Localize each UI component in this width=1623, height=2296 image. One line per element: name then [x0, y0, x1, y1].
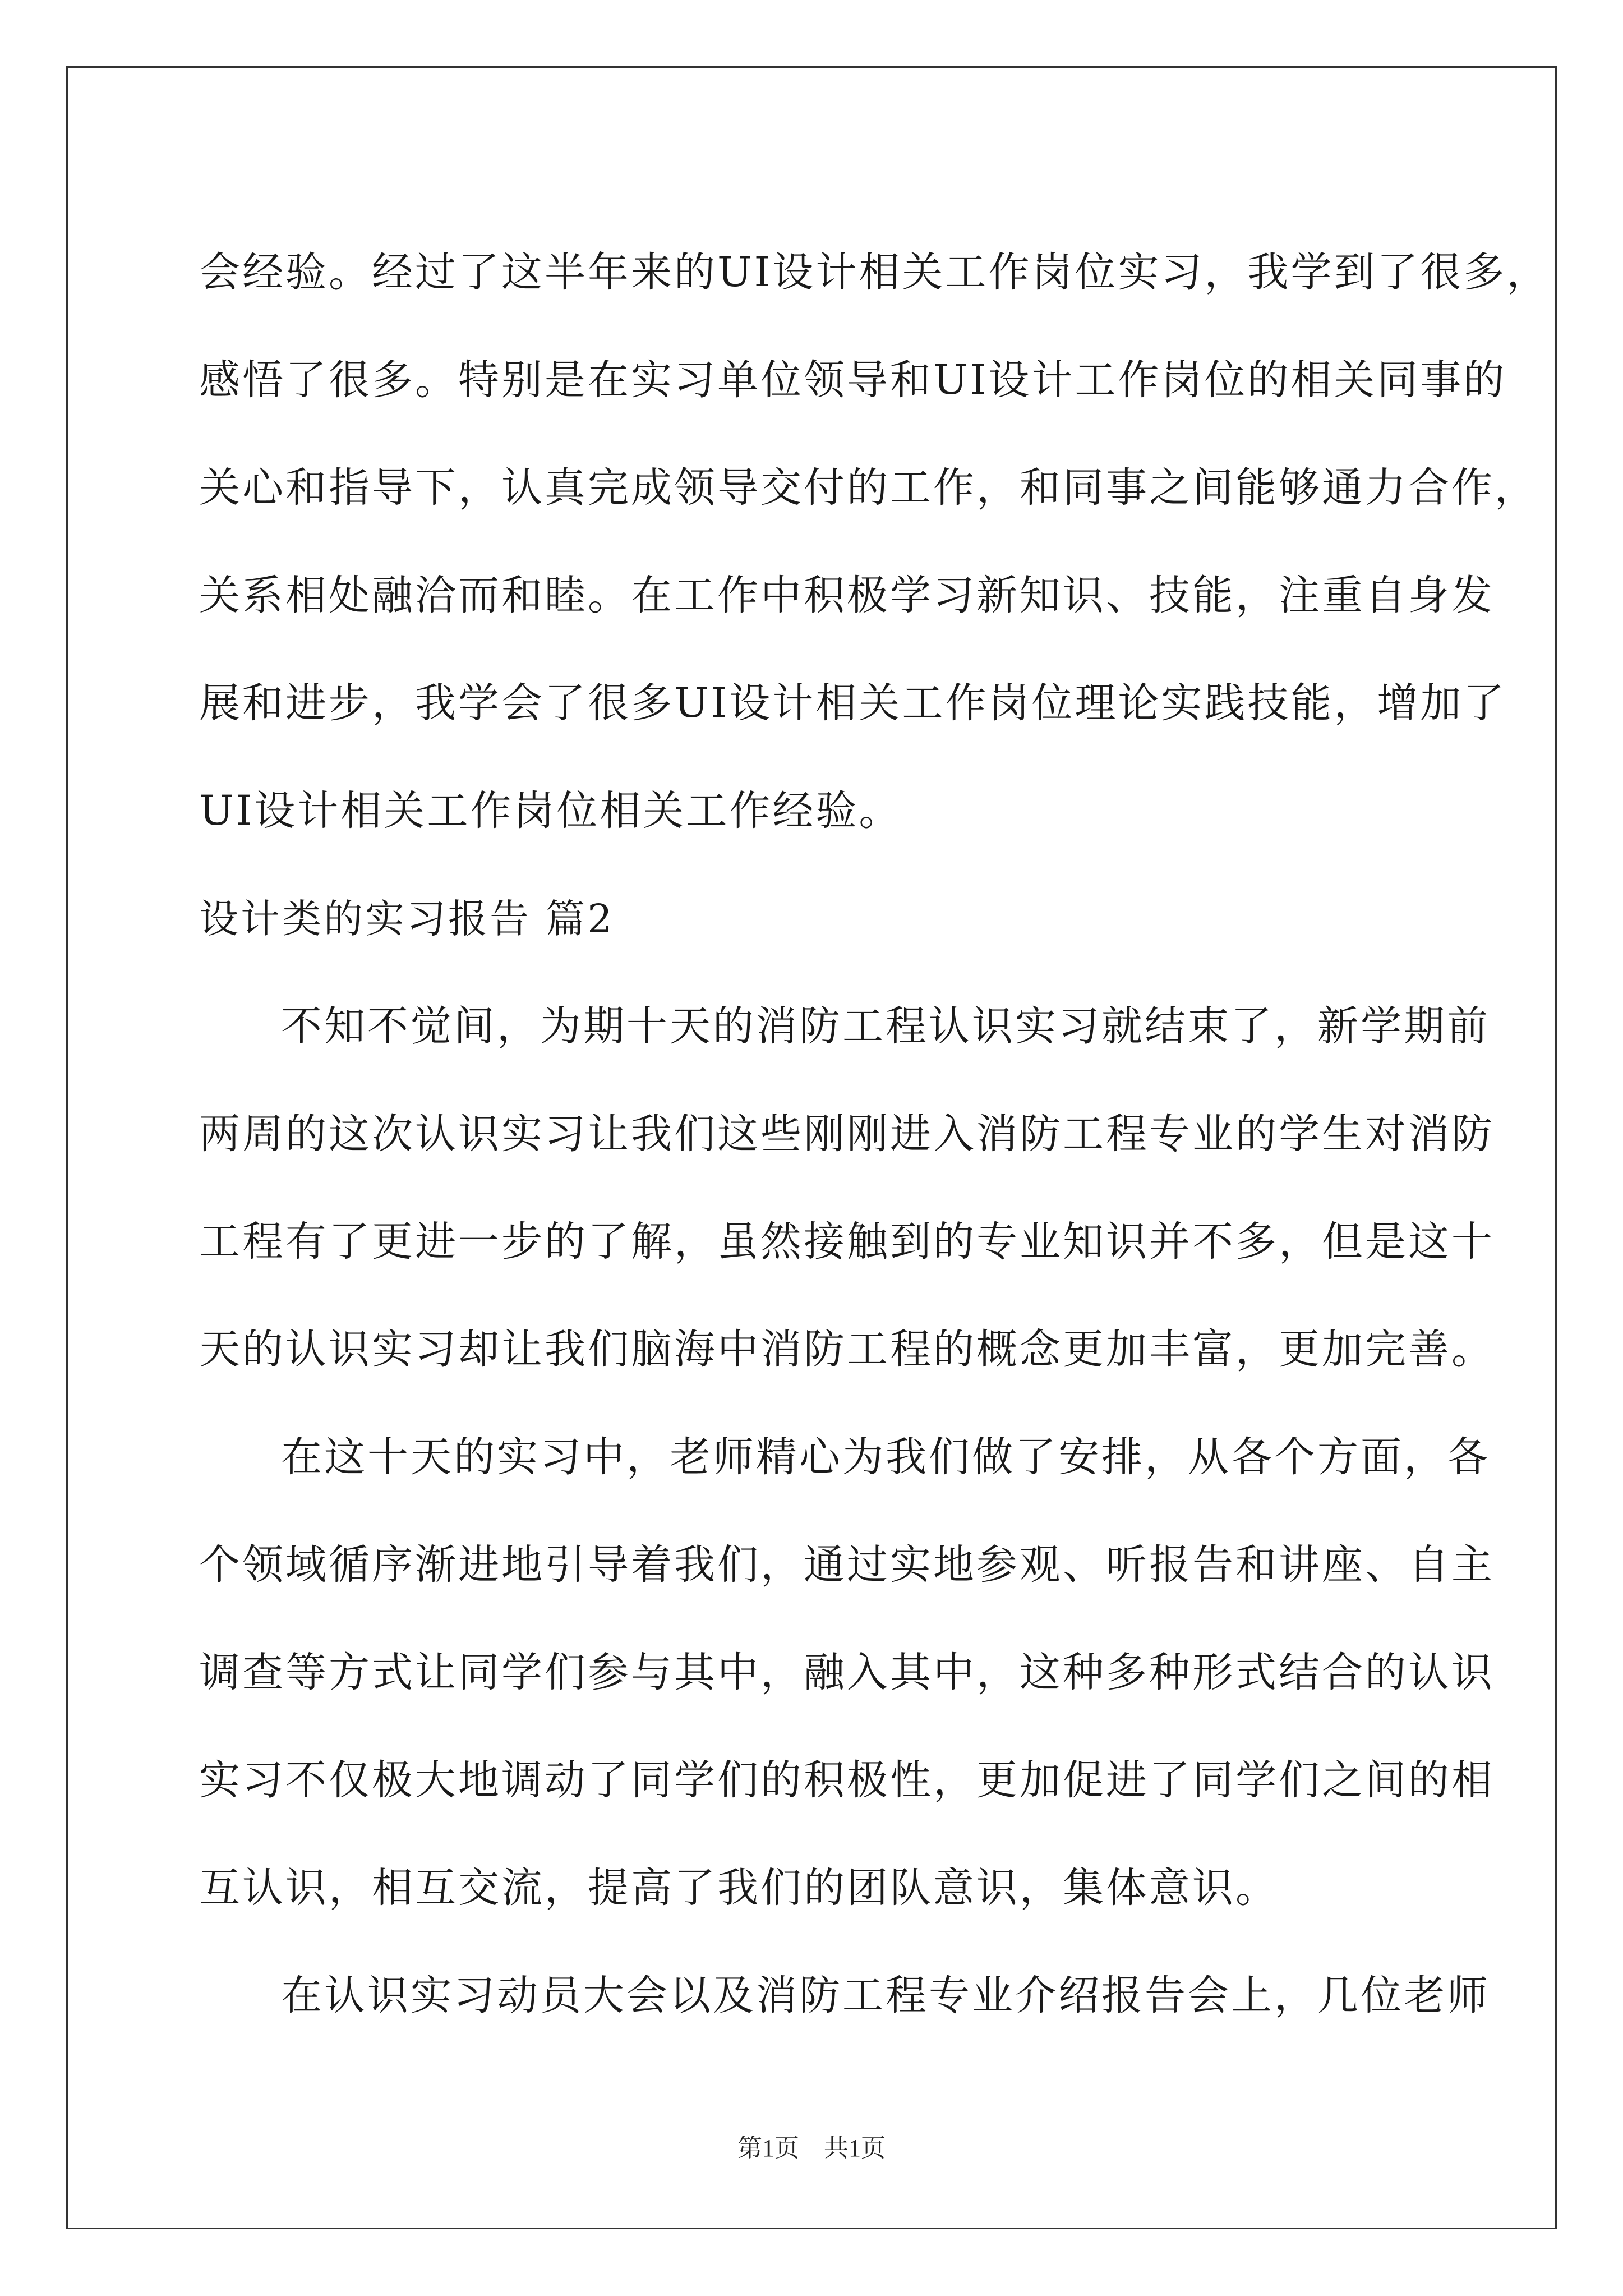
text-line: 感悟了很多。特别是在实习单位领导和UI设计工作岗位的相关同事的 — [199, 356, 1507, 404]
paragraph-first-line: 不知不觉间，为期十天的消防工程认识实习就结束了，新学期前 — [281, 1002, 1490, 1050]
text-line: 调查等方式让同学们参与其中，融入其中，这种多种形式结合的认识 — [199, 1649, 1495, 1696]
paragraph-first-line: 在认识实习动员大会以及消防工程专业介绍报告会上，几位老师 — [281, 1972, 1490, 2019]
text-line: 互认识，相互交流，提高了我们的团队意识，集体意识。 — [199, 1864, 1279, 1912]
page-number-footer: 第1页 共1页 — [737, 2134, 886, 2162]
text-line: 关系相处融洽而和睦。在工作中积极学习新知识、技能，注重自身发 — [199, 572, 1495, 619]
text-line: 工程有了更进一步的了解，虽然接触到的专业知识并不多，但是这十 — [199, 1218, 1495, 1266]
text-line: 展和进步，我学会了很多UI设计相关工作岗位理论实践技能，增加了 — [199, 679, 1507, 727]
section-heading: 设计类的实习报告 篇2 — [199, 896, 615, 942]
text-line: 天的认识实习却让我们脑海中消防工程的概念更加丰富，更加完善。 — [199, 1326, 1495, 1373]
text-line: 会经验。经过了这半年来的UI设计相关工作岗位实习，我学到了很多， — [199, 249, 1550, 296]
text-line: 关心和指导下，认真完成领导交付的工作，和同事之间能够通力合作， — [199, 464, 1538, 512]
document-body — [199, 219, 1550, 2050]
text-line: 个领域循序渐进地引导着我们，通过实地参观、听报告和讲座、自主 — [199, 1541, 1495, 1589]
text-line: 实习不仅极大地调动了同学们的积极性，更加促进了同学们之间的相 — [199, 1756, 1495, 1804]
paragraph-first-line: 在这十天的实习中，老师精心为我们做了安排，从各个方面，各 — [281, 1433, 1490, 1481]
text-line: UI设计相关工作岗位相关工作经验。 — [199, 787, 902, 835]
text-line: 两周的这次认识实习让我们这些刚刚进入消防工程专业的学生对消防 — [199, 1110, 1495, 1158]
